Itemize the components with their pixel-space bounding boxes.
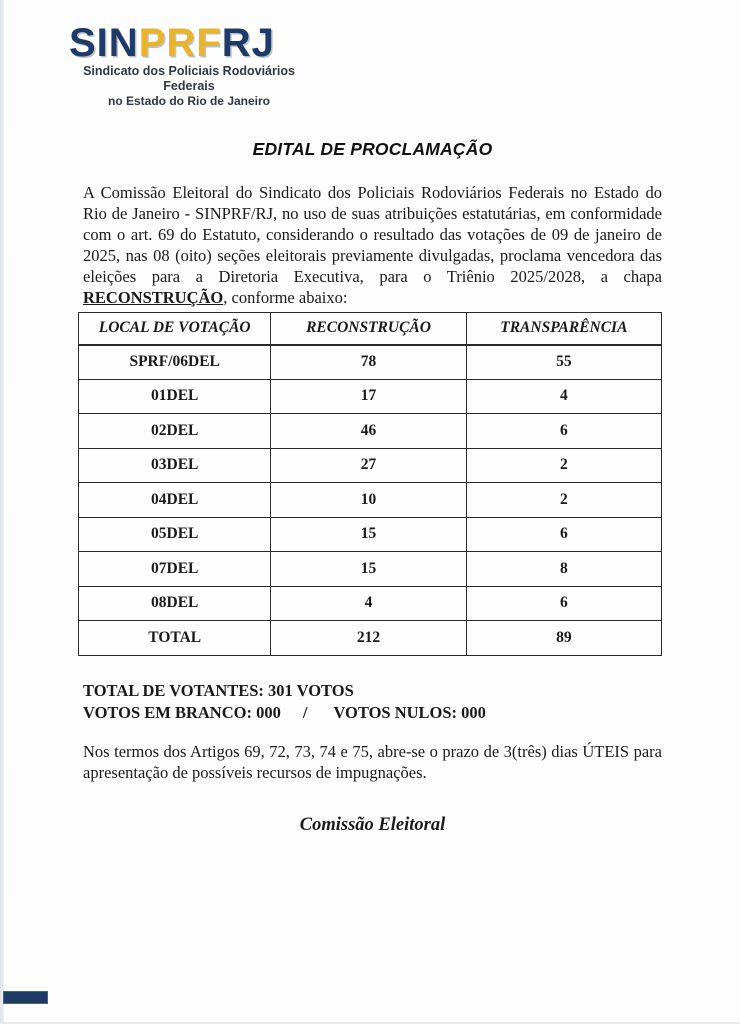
logo-tagline xyxy=(69,64,309,109)
table-row xyxy=(79,345,662,380)
cell-transparencia-votes: 55 xyxy=(466,345,661,380)
cell-total-transparencia: 89 xyxy=(466,621,661,656)
cell-reconstrucao-votes: 10 xyxy=(271,483,466,518)
cell-location: 05DEL xyxy=(79,517,271,552)
table-row xyxy=(79,448,662,483)
cell-reconstrucao-votes: 15 xyxy=(271,552,466,587)
cell-location: 07DEL xyxy=(79,552,271,587)
cell-total-label: TOTAL xyxy=(79,621,271,656)
cell-location: SPRF/06DEL xyxy=(79,345,271,380)
totals-block xyxy=(83,680,662,724)
winning-slate-name: RECONSTRUÇÃO xyxy=(83,288,224,307)
logo-part-sin: SIN xyxy=(69,21,139,65)
table-row xyxy=(79,552,662,587)
table-row xyxy=(79,483,662,518)
blank-votes: VOTOS EM BRANCO: 000 xyxy=(83,702,281,722)
logo-part-prf: PRF xyxy=(138,21,222,65)
cell-reconstrucao-votes: 78 xyxy=(271,345,466,380)
footer-logo-bar xyxy=(3,991,48,1004)
cell-location: 08DEL xyxy=(79,586,271,621)
document-title: EDITAL DE PROCLAMAÇÃO xyxy=(252,139,493,159)
null-votes: VOTOS NULOS: 000 xyxy=(333,702,486,722)
closing-paragraph: Nos termos dos Artigos 69, 72, 73, 74 e 75, abre-se o prazo de 3(três) dias ÚTEIS para apresentação de possíveis recursos de impugnações. xyxy=(83,741,662,782)
table-total-row xyxy=(79,621,662,656)
cell-reconstrucao-votes: 17 xyxy=(271,379,466,414)
sinprfrj-logo xyxy=(69,22,309,109)
cell-transparencia-votes: 2 xyxy=(466,448,661,483)
cell-transparencia-votes: 4 xyxy=(466,379,661,414)
table-header-row xyxy=(79,313,662,345)
logo-tagline-line2: no Estado do Rio de Janeiro xyxy=(107,94,271,108)
cell-location: 02DEL xyxy=(79,414,271,449)
cell-location: 04DEL xyxy=(79,483,271,518)
cell-transparencia-votes: 6 xyxy=(466,517,661,552)
logo-tagline-line1: Sindicato dos Policiais Rodoviários Federais xyxy=(83,64,295,93)
table-row xyxy=(79,517,662,552)
cell-transparencia-votes: 6 xyxy=(466,586,661,621)
intro-text-before: A Comissão Eleitoral do Sindicato dos Policiais Rodoviários Federais no Estado do Rio de Janeiro - SINPRF/RJ, no uso de suas atribuições estatutárias, em conformidade com o art. 69 do Estatuto, considerando o resultado das votações de 09 de janeiro de 2025, nas 08 (oito) seções eleitorais previamente divulgadas, proclama vencedora das eleições para a Diretoria Executiva, para o Triênio 2025/2028, a chapa xyxy=(83,183,662,286)
cell-location: 03DEL xyxy=(79,448,271,483)
votes-separator: / xyxy=(302,702,308,722)
header-local-de-votacao: LOCAL DE VOTAÇÃO xyxy=(79,313,271,345)
intro-paragraph xyxy=(83,182,662,308)
cell-reconstrucao-votes: 46 xyxy=(271,414,466,449)
cell-location: 01DEL xyxy=(79,379,271,414)
cell-transparencia-votes: 8 xyxy=(466,552,661,587)
header-reconstrucao: RECONSTRUÇÃO xyxy=(271,313,466,345)
table-row xyxy=(79,414,662,449)
cell-transparencia-votes: 6 xyxy=(466,414,661,449)
logo-wordmark xyxy=(69,22,309,64)
total-voters-line: TOTAL DE VOTANTES: 301 VOTOS xyxy=(83,680,354,700)
header-transparencia: TRANSPARÊNCIA xyxy=(466,313,661,345)
cell-reconstrucao-votes: 4 xyxy=(271,586,466,621)
logo-part-rj: RJ xyxy=(221,21,275,65)
table-row xyxy=(79,586,662,621)
signature-line: Comissão Eleitoral xyxy=(299,814,446,835)
results-table xyxy=(78,312,662,656)
cell-reconstrucao-votes: 15 xyxy=(271,517,466,552)
table-row xyxy=(79,379,662,414)
blank-null-votes-line xyxy=(83,702,662,724)
cell-reconstrucao-votes: 27 xyxy=(271,448,466,483)
cell-total-reconstrucao: 212 xyxy=(271,621,466,656)
cell-transparencia-votes: 2 xyxy=(466,483,661,518)
intro-text-after: , conforme abaixo: xyxy=(223,288,348,307)
